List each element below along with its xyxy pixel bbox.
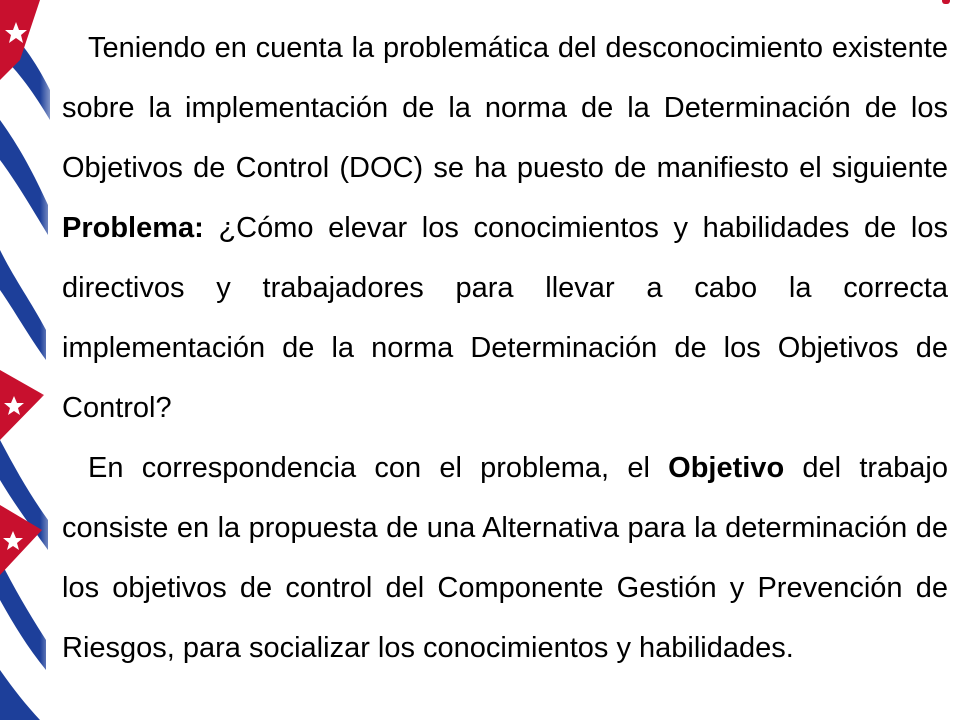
objective-label: Objetivo — [668, 452, 785, 484]
problem-label: Problema: — [62, 212, 204, 244]
paragraph-objective-text-end: del trabajo consiste en la propuesta de una Alternativa para la determinación de los objetivos de control del Componente Gestión y Prevención de Riesgos, para socializar los conocimientos y habilidades. — [62, 452, 948, 664]
paragraph-objective-text-start: En correspondencia con el problema, el — [88, 452, 669, 484]
corner-accent — [942, 0, 950, 4]
body-text — [62, 18, 948, 678]
cuban-flag-icon — [0, 0, 58, 720]
paragraph-objective — [62, 438, 948, 678]
paragraph-problem-text-end: ¿Cómo elevar los conocimientos y habilidades de los directivos y trabajadores para llevar a cabo la correcta implementación de la norma Determinación de los Objetivos de Control? — [62, 212, 948, 424]
paragraph-problem — [62, 18, 948, 438]
paragraph-problem-text-start: Teniendo en cuenta la problemática del desconocimiento existente sobre la implementación de la norma de la Determinación de los Objetivos de Control (DOC) se ha puesto de manifiesto el siguiente — [62, 32, 948, 184]
